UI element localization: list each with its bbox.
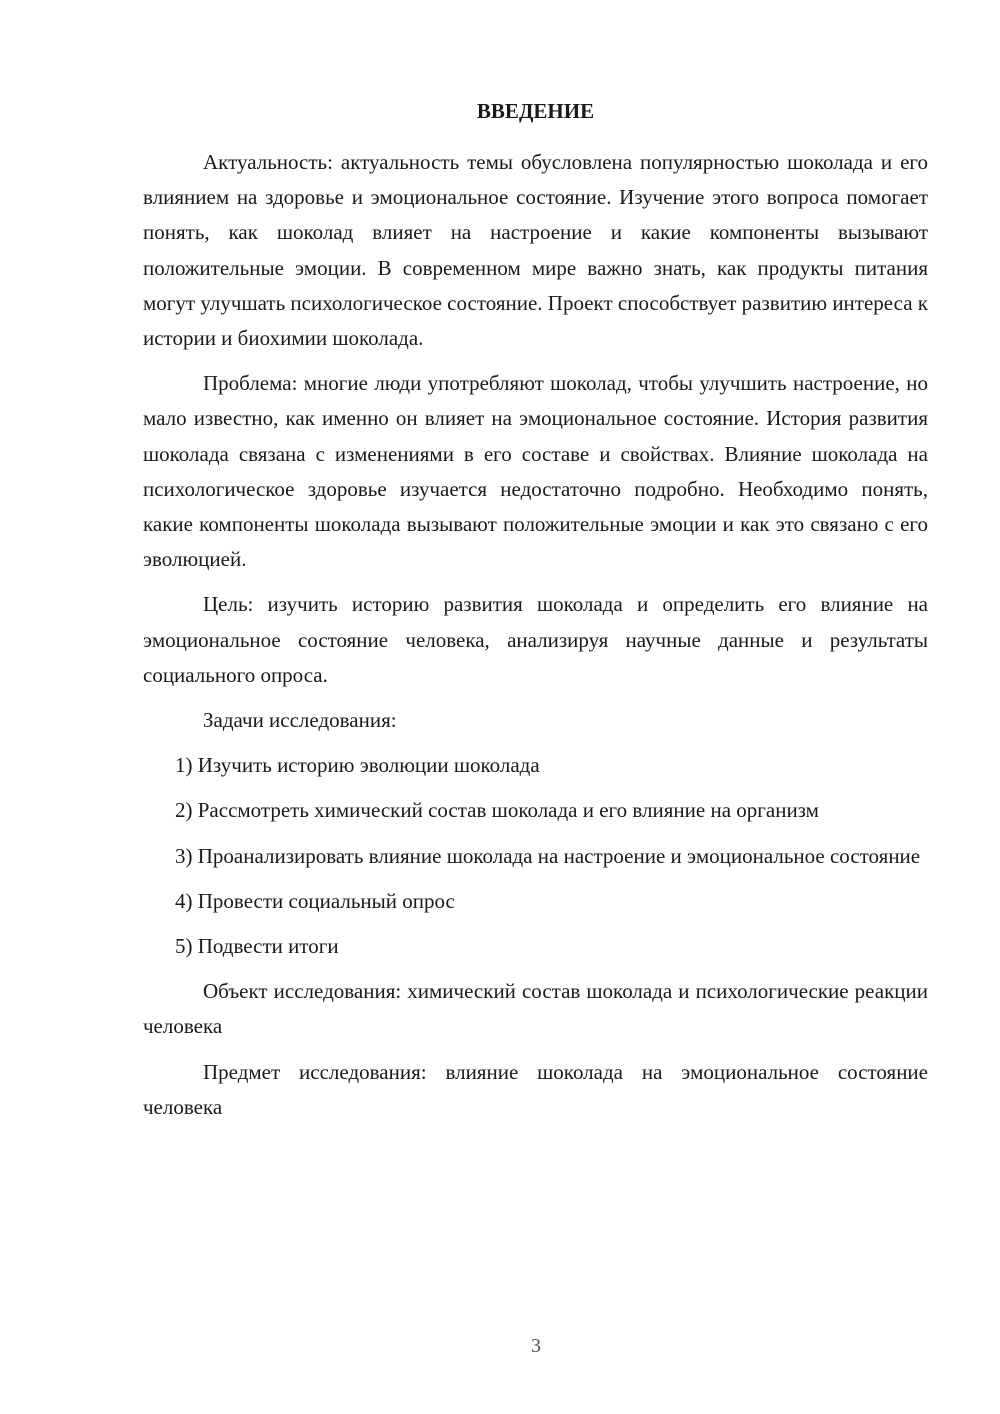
document-body — [143, 145, 928, 1135]
paragraph-goal: Цель: изучить историю развития шоколада и определить его влияние на эмоциональное состояние человека, анализируя научные данные и результаты социального опроса. — [143, 592, 928, 687]
task-item-2: 2) Рассмотреть химический состав шоколада и его влияние на организм — [175, 798, 819, 823]
paragraph-subject: Предмет исследования: влияние шоколада на эмоциональное состояние человека — [143, 1059, 928, 1119]
page-number: 3 — [531, 1335, 541, 1357]
paragraph-object: Объект исследования: химический состав шоколада и психологические реакции человека — [143, 979, 928, 1039]
paragraph-problem: Проблема: многие люди употребляют шоколад, чтобы улучшить настроение, но мало известно, как именно он влияет на эмоциональное состояние. История развития шоколада связана с изменениями в его составе и свойствах. Влияние шоколада на психологическое здоровье изучается недостаточно подробно. Необходимо понять, какие компоненты шоколада вызывают положительные эмоции и как это связано с его эволюцией. — [143, 371, 928, 572]
task-item-1: 1) Изучить историю эволюции шоколада — [175, 753, 540, 778]
paragraph-relevance: Актуальность: актуальность темы обусловлена популярностью шоколада и его влиянием на здоровье и эмоциональное состояние. Изучение этого вопроса помогает понять, как шоколад влияет на настроение и какие компоненты вызывают положительные эмоции. В современном мире важно знать, как продукты питания могут улучшать психологическое состояние. Проект способствует развитию интереса к истории и биохимии шоколада. — [143, 150, 928, 351]
task-item-5: 5) Подвести итоги — [175, 934, 339, 959]
paragraph-tasks-heading: Задачи исследования: — [203, 708, 397, 733]
task-item-3: 3) Проанализировать влияние шоколада на настроение и эмоциональное состояние — [175, 843, 921, 868]
task-item-4: 4) Провести социальный опрос — [175, 888, 455, 913]
page-title: ВВЕДЕНИЕ — [476, 99, 595, 123]
